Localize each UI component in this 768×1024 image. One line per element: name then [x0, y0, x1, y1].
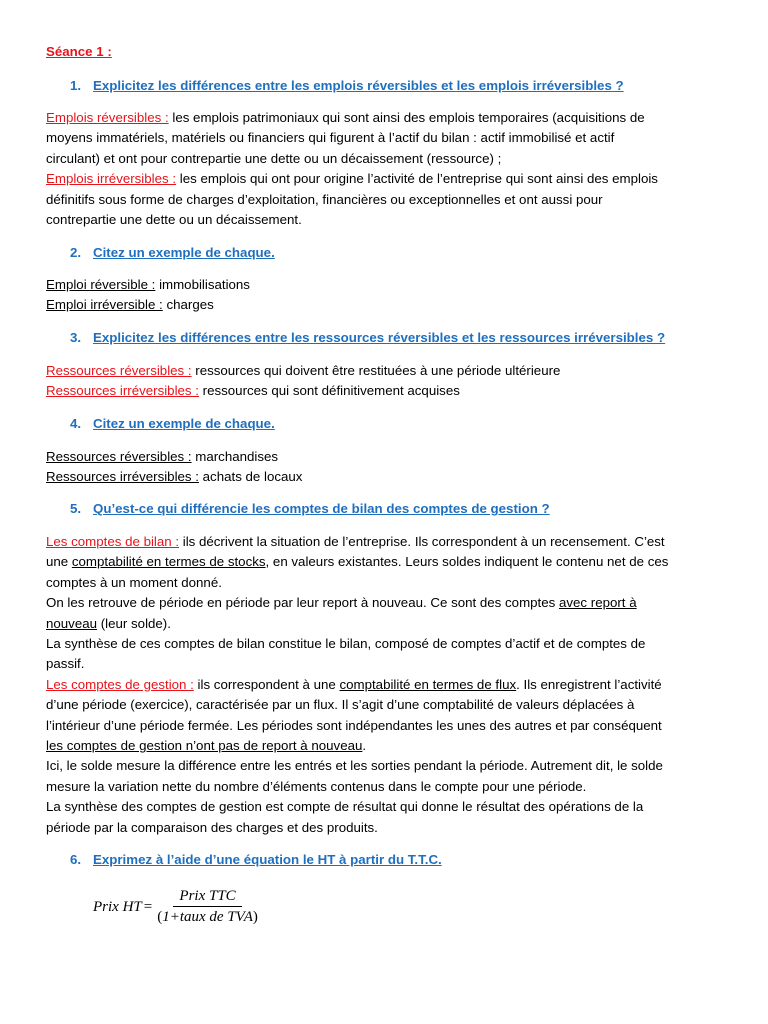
- question-text: Qu’est-ce qui différencie les comptes de bilan des comptes de gestion ?: [93, 501, 550, 516]
- question-number: 1.: [70, 78, 82, 93]
- term-label: Ressources irréversibles :: [46, 469, 199, 485]
- answer-text: charges: [162, 297, 214, 313]
- term-label: Les comptes de gestion :: [46, 676, 194, 692]
- question-text: Explicitez les différences entre les emplois réversibles et les emplois irréversibles ?: [93, 78, 624, 93]
- formula-equals: =: [143, 898, 153, 915]
- answer-text: , en valeurs existantes. Leurs soldes indiquent le contenu net de ces: [265, 554, 669, 570]
- question-1: [70, 78, 624, 93]
- question-6: [70, 852, 442, 867]
- answer-1: [46, 108, 714, 230]
- answer-text: . Ils enregistrent l’activité: [516, 676, 662, 692]
- term-label: Emploi irréversible :: [46, 297, 163, 313]
- underlined-term: les comptes de gestion n’ont pas de report à nouveau: [46, 738, 363, 754]
- formula-paren-open: (: [157, 909, 163, 925]
- answer-text: ils décrivent la situation de l’entreprise. Ils correspondent à un recensement. C’est: [179, 534, 665, 549]
- answer-text: comptes à un moment donné.: [46, 574, 222, 590]
- question-3: [70, 330, 665, 345]
- question-4: [70, 416, 275, 431]
- term-label: Emplois réversibles :: [46, 110, 169, 125]
- question-number: 4.: [70, 416, 82, 431]
- question-5: [70, 501, 550, 516]
- answer-4: [46, 447, 714, 488]
- answer-text: achats de locaux: [198, 469, 303, 485]
- answer-text: marchandises: [191, 449, 279, 464]
- formula-numerator: Prix TTC: [173, 888, 241, 907]
- answer-text: période par la comparaison des charges et des produits.: [46, 819, 378, 835]
- underlined-term: comptabilité en termes de flux: [339, 676, 517, 692]
- formula-denominator-text: 1+taux de TVA: [162, 909, 253, 925]
- answer-text: ressources qui doivent être restituées à une période ultérieure: [191, 363, 561, 378]
- answer-text: contrepartie une dette ou un décaissement.: [46, 212, 302, 228]
- answer-2: [46, 275, 714, 316]
- question-text: Citez un exemple de chaque.: [93, 416, 275, 431]
- question-2: [70, 245, 275, 260]
- answer-3: [46, 361, 714, 402]
- answer-text: définitifs sous forme de charges d’exploitation, financières ou exceptionnelles et ont aussi pour: [46, 191, 603, 207]
- answer-text: l’intérieur d’une période fermée. Les périodes sont indépendantes les unes des autres et par conséquent: [46, 717, 662, 733]
- term-label: Emplois irréversibles :: [46, 171, 177, 187]
- formula-paren-close: ): [252, 909, 258, 925]
- answer-text: ressources qui sont définitivement acquises: [198, 383, 460, 399]
- question-text: Exprimez à l’aide d’une équation le HT à partir du T.T.C.: [93, 852, 442, 867]
- term-label: Ressources irréversibles :: [46, 383, 199, 399]
- answer-text: mesure la variation nette du nombre d’éléments contenus dans le compte pour une période.: [46, 778, 587, 794]
- question-number: 3.: [70, 330, 82, 345]
- answer-text: La synthèse de ces comptes de bilan constitue le bilan, composé de comptes d’actif et de comptes de: [46, 636, 646, 652]
- formula-lhs: Prix HT: [93, 898, 142, 915]
- term-label: Les comptes de bilan :: [46, 534, 180, 549]
- session-heading: Séance 1 :: [46, 44, 112, 59]
- answer-text: moyens immatériels, matériels ou financiers qui figurent à l’actif du bilan : actif immobilisé et actif: [46, 130, 615, 146]
- question-number: 6.: [70, 852, 82, 867]
- underlined-term: nouveau: [46, 615, 98, 631]
- answer-text: immobilisations: [155, 277, 250, 292]
- answer-text: ils correspondent à une: [193, 676, 340, 692]
- answer-text: Ici, le solde mesure la différence entre les entrés et les sorties pendant la période. Autrement dit, le solde: [46, 758, 663, 774]
- answer-text: circulant) et ont pour contrepartie une dette ou un décaissement (ressource) ;: [46, 150, 502, 166]
- answer-text: d’une période (exercice), caractérisée par un flux. Il s’agit d’une comptabilité de valeurs déplacées à: [46, 697, 635, 713]
- answer-text: passif.: [46, 656, 85, 672]
- formula-fraction: [155, 888, 260, 926]
- answer-text: les emplois qui ont pour origine l’activité de l’entreprise qui sont ainsi des emplois: [176, 171, 658, 187]
- question-number: 2.: [70, 245, 82, 260]
- term-label: Ressources réversibles :: [46, 363, 192, 378]
- question-text: Explicitez les différences entre les ressources réversibles et les ressources irréversibles ?: [93, 330, 666, 345]
- underlined-term: avec report à: [558, 595, 637, 611]
- underlined-term: comptabilité en termes de stocks: [71, 554, 266, 570]
- answer-text: une: [46, 554, 72, 570]
- term-label: Ressources réversibles :: [46, 449, 192, 464]
- price-formula: [93, 888, 260, 926]
- answer-text: (leur solde).: [97, 615, 171, 631]
- term-label: Emploi réversible :: [46, 277, 156, 292]
- question-text: Citez un exemple de chaque.: [93, 245, 275, 260]
- formula-denominator: [155, 907, 260, 926]
- answer-text: .: [362, 738, 367, 754]
- answer-text: La synthèse des comptes de gestion est compte de résultat qui donne le résultat des opérations de la: [46, 799, 644, 815]
- answer-5: [46, 532, 714, 838]
- question-number: 5.: [70, 501, 82, 516]
- answer-text: On les retrouve de période en période par leur report à nouveau. Ce sont des comptes: [46, 595, 559, 611]
- answer-text: les emplois patrimoniaux qui sont ainsi des emplois temporaires (acquisitions de: [168, 110, 645, 125]
